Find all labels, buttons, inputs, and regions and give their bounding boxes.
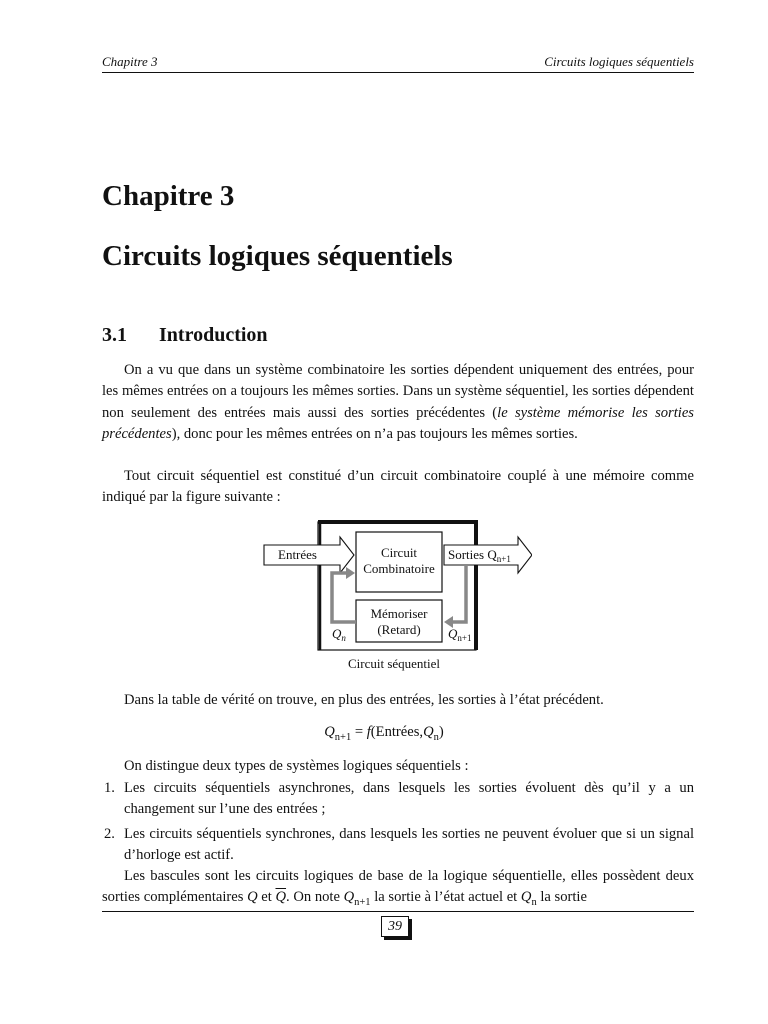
types-list	[102, 778, 694, 869]
list-item	[102, 824, 694, 867]
equation-args-a: (Entrées,	[370, 724, 424, 740]
list-item-text: Les circuits séquentiels asynchrones, dans lesquels les sorties évoluent dès qu’il y a un changement sur l’une des entrées ;	[124, 780, 694, 818]
list-marker: 1.	[104, 780, 115, 796]
page-number: 39	[381, 916, 409, 937]
feedback-arrowhead-combinatorial	[346, 567, 355, 579]
feedback-line-to-memory	[450, 565, 466, 622]
qn-label-main: Q	[332, 626, 342, 641]
equation-function: f	[366, 724, 371, 740]
paragraph-bascules	[102, 866, 694, 914]
list-item	[102, 778, 694, 821]
qn-label	[332, 626, 346, 643]
memory-label-line1: Mémoriser	[370, 606, 428, 621]
header-rule	[102, 72, 694, 73]
bascules-qn: Q	[520, 889, 532, 906]
output-label-main: Sorties Q	[448, 547, 497, 562]
paragraph-truth-table: Dans la table de vérité on trouve, en plus des entrées, les sorties à l’état précédent.	[124, 692, 604, 708]
bascules-et: et	[257, 889, 276, 906]
input-label: Entrées	[278, 547, 317, 562]
equation-lhs-sub: n+1	[334, 731, 352, 743]
equation-arg-sub: n	[433, 731, 439, 743]
equation-arg-q: Q	[423, 724, 434, 740]
paragraph-intro	[102, 360, 694, 445]
memory-label-line2: (Retard)	[377, 622, 421, 637]
sequential-circuit-figure	[262, 518, 532, 676]
combinatorial-label-line2: Combinatoire	[363, 561, 435, 576]
bascules-text-d: la sortie	[536, 889, 587, 906]
chapter-label: Chapitre 3	[102, 180, 235, 212]
section-heading	[102, 322, 268, 348]
bascules-text-c: la sortie à l’état actuel et	[370, 889, 521, 906]
bascules-q: Q	[247, 889, 258, 906]
sequential-circuit-diagram	[262, 518, 532, 676]
equation-next-state	[0, 722, 768, 748]
footer-rule	[102, 911, 694, 912]
qn-label-sub: n	[341, 633, 346, 643]
qn1-label	[448, 626, 471, 643]
combinatorial-label-line1: Circuit	[380, 545, 418, 560]
bascules-qbar: $\overline{Q}$	[275, 889, 287, 906]
list-marker: 2.	[104, 825, 115, 842]
equation-args-b: )	[438, 724, 444, 740]
paragraph-intro-text-b: ), donc pour les mêmes entrées on n’a pas toujours les mêmes sorties.	[171, 425, 578, 442]
bascules-qn-sub: n	[531, 897, 537, 909]
paragraph-circuit: Tout circuit séquentiel est constitué d’un circuit combinatoire couplé à une mémoire comme indiqué par la figure suivante :	[102, 468, 694, 506]
chapter-title: Circuits logiques séquentiels	[102, 240, 453, 272]
running-header-title: Circuits logiques séquentiels	[544, 54, 694, 69]
bascules-text-a: Les bascules sont les circuits logiques de base de la logique séquentielle, elles possèdent deux sorties complémentaires	[102, 868, 694, 906]
equation-lhs: Q	[324, 724, 335, 740]
section-title: Introduction	[159, 324, 268, 346]
paragraph-intro-text-a: On a vu que dans un système combinatoire les sorties dépendent uniquement des entrées, pour les mêmes entrées on a toujours les mêmes sorties. Dans un système séquentiel, les sorties dépendent non seulement des entrées mais aussi des sorties précédentes (	[102, 362, 694, 421]
qn1-label-sub: n+1	[457, 633, 472, 643]
section-number: 3.1	[102, 324, 127, 346]
bascules-text-b: . On note	[286, 889, 344, 906]
running-header-chapter: Chapitre 3	[102, 54, 158, 69]
bascules-qn1-sub: n+1	[354, 897, 371, 909]
bascules-qn1: Q	[343, 889, 355, 906]
feedback-line-to-combinatorial	[332, 573, 356, 622]
qn1-label-main: Q	[448, 626, 458, 641]
paragraph-intro-emphasis: le système mémorise les sorties précédentes	[102, 404, 694, 442]
figure-caption: Circuit séquentiel	[347, 656, 441, 671]
equation-equals: =	[351, 724, 367, 740]
output-label-sub: n+1	[496, 554, 511, 564]
paragraph-types: On distingue deux types de systèmes logiques séquentiels :	[124, 758, 469, 774]
list-item-text: Les circuits séquentiels synchrones, dans lesquels les sorties ne peuvent évoluer que si un signal d’horloge est actif.	[124, 825, 694, 863]
